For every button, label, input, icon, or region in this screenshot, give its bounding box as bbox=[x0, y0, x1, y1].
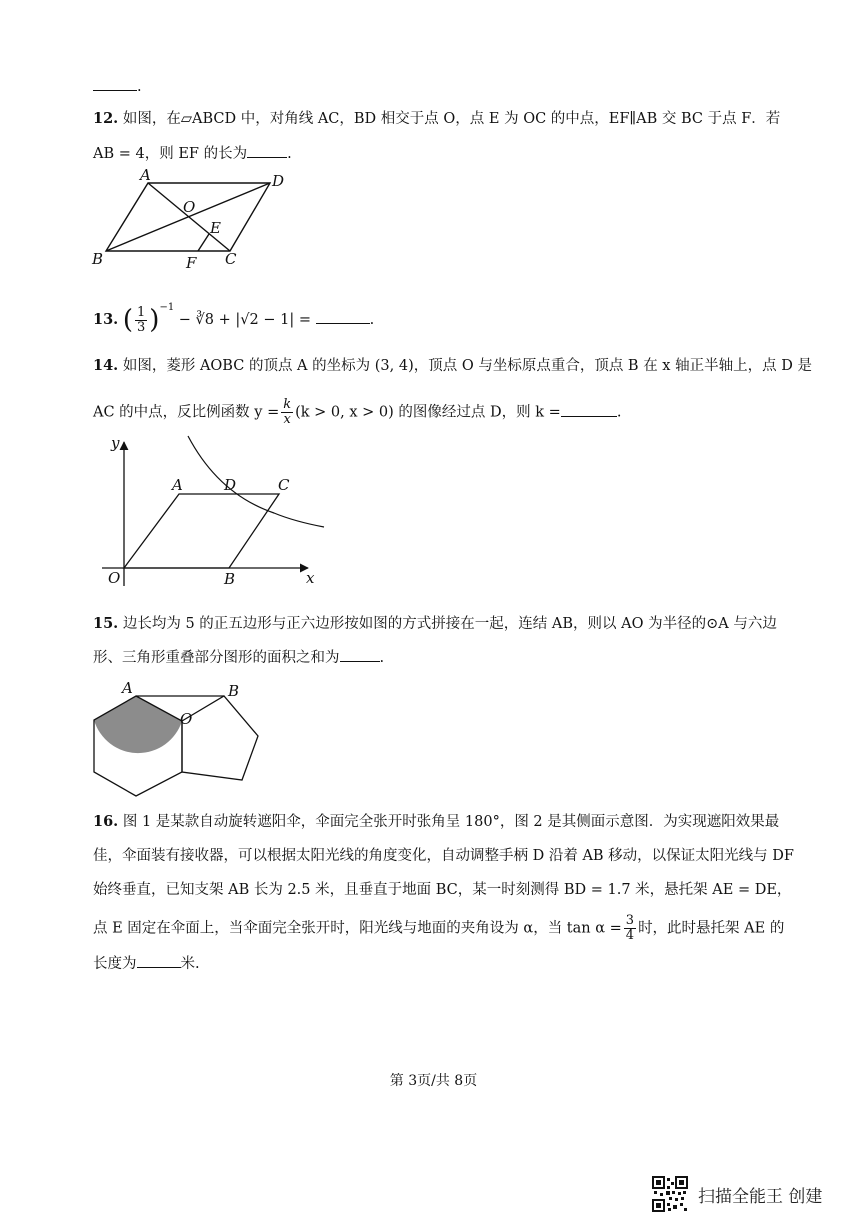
denominator: 3 bbox=[137, 319, 146, 335]
question-text: 米. bbox=[180, 956, 200, 972]
label-C: C bbox=[278, 476, 290, 494]
question-text: 点 E 固定在伞面上，当伞面完全张开时，阳光线与地面的夹角设为 α，当 tan α = bbox=[93, 920, 622, 937]
label-E: E bbox=[210, 219, 221, 237]
label-y: y bbox=[111, 434, 120, 452]
q14-line-2 bbox=[93, 398, 621, 427]
question-text: 始终垂直，已知支架 AB 长为 2.5 米，且垂直于地面 BC，某一时刻测得 BD = 1.7 米，悬托架 AE = DE， bbox=[93, 882, 792, 898]
q16-line-1 bbox=[93, 812, 779, 832]
punct: . bbox=[616, 404, 622, 421]
question-text: 时，此时悬托架 AE 的 bbox=[638, 920, 785, 937]
fraction bbox=[624, 914, 636, 943]
scanner-label: 扫描全能王 创建 bbox=[698, 1187, 823, 1207]
exponent: −1 bbox=[159, 302, 175, 313]
label-B: B bbox=[92, 250, 104, 268]
question-number: 16. bbox=[93, 813, 119, 830]
question-text: 佳，伞面装有接收器，可以根据太阳光线的角度变化，自动调整手柄 D 沿着 AB 移动，以保证太阳光线与 DF bbox=[93, 848, 794, 864]
pentagon-hexagon-figure bbox=[86, 680, 286, 800]
fraction bbox=[135, 306, 147, 335]
label-F: F bbox=[186, 254, 197, 272]
q14-line-1 bbox=[93, 356, 812, 376]
question-number: 14. bbox=[93, 357, 119, 374]
question-text: (k > 0, x > 0) 的图像经过点 D，则 k = bbox=[295, 404, 561, 421]
numerator: 3 bbox=[625, 913, 635, 928]
denominator: x bbox=[283, 412, 291, 427]
q16-line-3 bbox=[93, 880, 791, 900]
numerator: k bbox=[283, 397, 292, 412]
shaded-sector bbox=[94, 696, 182, 753]
q15-line-2 bbox=[93, 647, 384, 668]
pentagon bbox=[182, 696, 258, 780]
question-number: 12. bbox=[93, 110, 119, 127]
hyperbola-curve bbox=[188, 436, 324, 527]
q16-line-4 bbox=[93, 914, 784, 943]
label-O: O bbox=[183, 198, 196, 216]
label-B: B bbox=[228, 682, 240, 700]
q12-line-1 bbox=[93, 109, 780, 129]
question-text: AC 的中点，反比例函数 y = bbox=[93, 404, 280, 421]
parallelogram-figure bbox=[90, 168, 290, 278]
answer-blank bbox=[340, 647, 380, 662]
q15-line-1 bbox=[93, 614, 777, 634]
question-text: AB = 4，则 EF 的长为 bbox=[93, 146, 248, 162]
question-text: 图 1 是某款自动旋转遮阳伞，伞面完全张开时张角呈 180°，图 2 是其侧面示意图．为实现遮阳效果最 bbox=[122, 814, 780, 830]
label-x: x bbox=[306, 569, 315, 587]
question-text: 形、三角形重叠部分图形的面积之和为 bbox=[93, 650, 340, 666]
label-O: O bbox=[180, 710, 193, 728]
answer-blank bbox=[561, 402, 617, 417]
answer-blank bbox=[316, 309, 370, 324]
label-D: D bbox=[224, 476, 237, 494]
label-A: A bbox=[172, 476, 183, 494]
denominator: 4 bbox=[625, 928, 635, 943]
q12-line-2 bbox=[93, 143, 292, 164]
answer-blank bbox=[137, 953, 181, 968]
answer-blank bbox=[93, 76, 137, 91]
label-O: O bbox=[108, 569, 121, 587]
expression: − ∛8 + |√2 − 1| = bbox=[174, 312, 316, 328]
punct: . bbox=[379, 650, 385, 666]
label-A: A bbox=[140, 166, 151, 184]
q16-line-2 bbox=[93, 846, 794, 866]
question-text: 边长均为 5 的正五边形与正六边形按如图的方式拼接在一起，连结 AB，则以 AO 为半径的⊙A 与六边 bbox=[122, 616, 777, 632]
question-number: 13. bbox=[93, 311, 119, 328]
rhombus-coordinate-figure bbox=[96, 434, 336, 604]
question-text: 如图，菱形 AOBC 的顶点 A 的坐标为 (3, 4)，顶点 O 与坐标原点重合，顶点 B 在 x 轴正半轴上，点 D 是 bbox=[122, 358, 812, 374]
qr-code-icon bbox=[652, 1176, 688, 1212]
numerator: 1 bbox=[137, 304, 146, 320]
label-A: A bbox=[122, 679, 133, 697]
punct: . bbox=[287, 146, 292, 162]
question-text: 如图，在▱ABCD 中，对角线 AC，BD 相交于点 O，点 E 为 OC 的中点，EF∥AB 交 BC 于点 F．若 bbox=[122, 111, 781, 127]
prev-answer-line bbox=[93, 76, 142, 97]
q13-line: 13. ( $\frac{1}{3}$ )$^{-1}$ − ∛8 + |√2 − 1| = . bbox=[93, 302, 375, 335]
question-text: 长度为 bbox=[93, 956, 137, 972]
label-D: D bbox=[272, 172, 285, 190]
punct: . bbox=[137, 79, 142, 95]
label-B: B bbox=[224, 570, 236, 588]
answer-blank bbox=[247, 143, 287, 158]
punct: . bbox=[369, 312, 375, 328]
fraction bbox=[281, 398, 293, 427]
question-number: 15. bbox=[93, 615, 119, 632]
label-C: C bbox=[225, 250, 237, 268]
scanner-watermark bbox=[652, 1176, 852, 1212]
page-number: 第 3页/共 8页 bbox=[389, 1073, 478, 1089]
q16-line-5 bbox=[93, 953, 200, 974]
